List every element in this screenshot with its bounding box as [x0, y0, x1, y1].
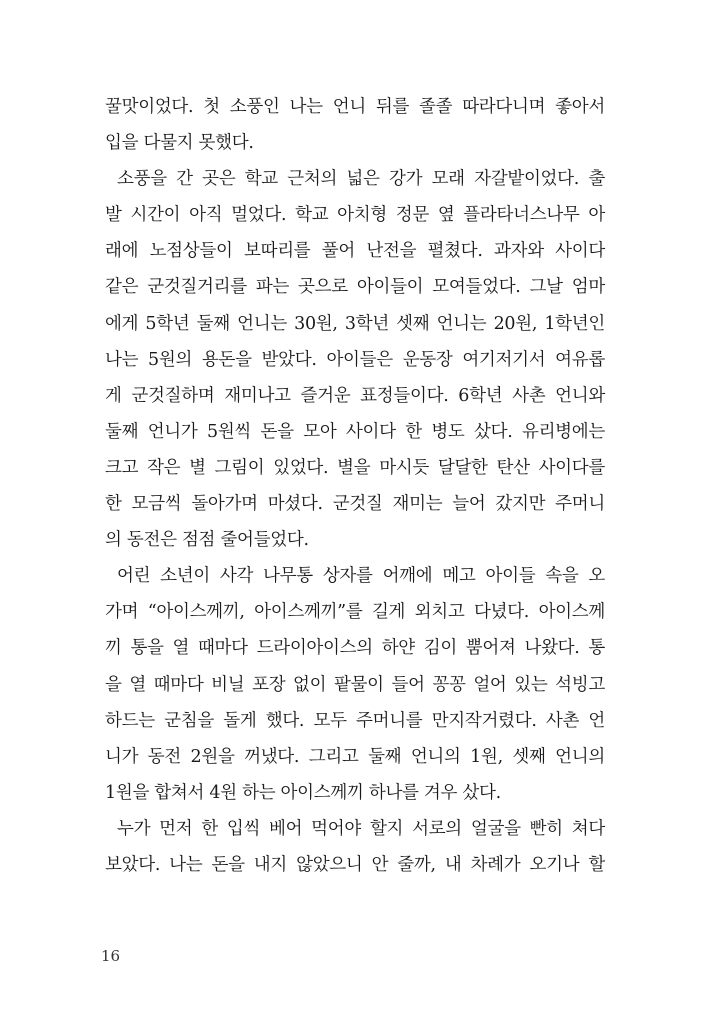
text-line: 에게 5학년 둘째 언니는 30원, 3학년 셋째 언니는 20원, 1학년인	[105, 313, 605, 334]
text-line: 을 열 때마다 비닐 포장 없이 팥물이 들어 꽁꽁 얼어 있는 석빙고	[105, 674, 605, 695]
text-line: 니가 동전 2원을 꺼냈다. 그리고 둘째 언니의 1원, 셋째 언니의	[105, 746, 605, 767]
text-line: 1원을 합쳐서 4원 하는 아이스께끼 하나를 겨우 샀다.	[105, 782, 501, 803]
text-line: 래에 노점상들이 보따리를 풀어 난전을 펼쳤다. 과자와 사이다	[105, 241, 605, 262]
text-line: 의 동전은 점점 줄어들었다.	[105, 530, 309, 551]
text-line: 끼 통을 열 때마다 드라이아이스의 하얀 김이 뿜어져 나왔다. 통	[105, 638, 605, 659]
page-number: 16	[101, 947, 121, 965]
text-line: 크고 작은 별 그림이 있었다. 별을 마시듯 달달한 탄산 사이다를	[105, 457, 605, 478]
text-line: 보았다. 나는 돈을 내지 않았으니 안 줄까, 내 차례가 오기나 할	[105, 854, 605, 875]
text-line: 같은 군것질거리를 파는 곳으로 아이들이 모여들었다. 그날 엄마	[105, 277, 605, 298]
text-line: 어린 소년이 사각 나무통 상자를 어깨에 메고 아이들 속을 오	[117, 566, 605, 587]
body-text	[105, 89, 605, 883]
text-line: 발 시간이 아직 멀었다. 학교 아치형 정문 옆 플라타너스나무 아	[105, 205, 605, 226]
text-line: 누가 먼저 한 입씩 베어 먹어야 할지 서로의 얼굴을 빤히 쳐다	[117, 818, 605, 839]
text-line: 하드는 군침을 돌게 했다. 모두 주머니를 만지작거렸다. 사촌 언	[105, 710, 605, 731]
text-line: 한 모금씩 돌아가며 마셨다. 군것질 재미는 늘어 갔지만 주머니	[105, 494, 605, 515]
text-line: 게 군것질하며 재미나고 즐거운 표정들이다. 6학년 사촌 언니와	[105, 385, 605, 406]
text-line: 소풍을 간 곳은 학교 근처의 넓은 강가 모래 자갈밭이었다. 출	[117, 169, 605, 190]
text-line: 입을 다물지 못했다.	[105, 133, 254, 154]
text-line: 나는 5원의 용돈을 받았다. 아이들은 운동장 여기저기서 여유롭	[105, 349, 605, 370]
text-line: 둘째 언니가 5원씩 돈을 모아 사이다 한 병도 샀다. 유리병에는	[105, 421, 605, 442]
text-line: 꿀맛이었다. 첫 소풍인 나는 언니 뒤를 졸졸 따라다니며 좋아서	[105, 97, 605, 117]
text-line: 가며 “아이스께끼, 아이스께끼”를 길게 외치고 다녔다. 아이스께	[105, 602, 605, 623]
